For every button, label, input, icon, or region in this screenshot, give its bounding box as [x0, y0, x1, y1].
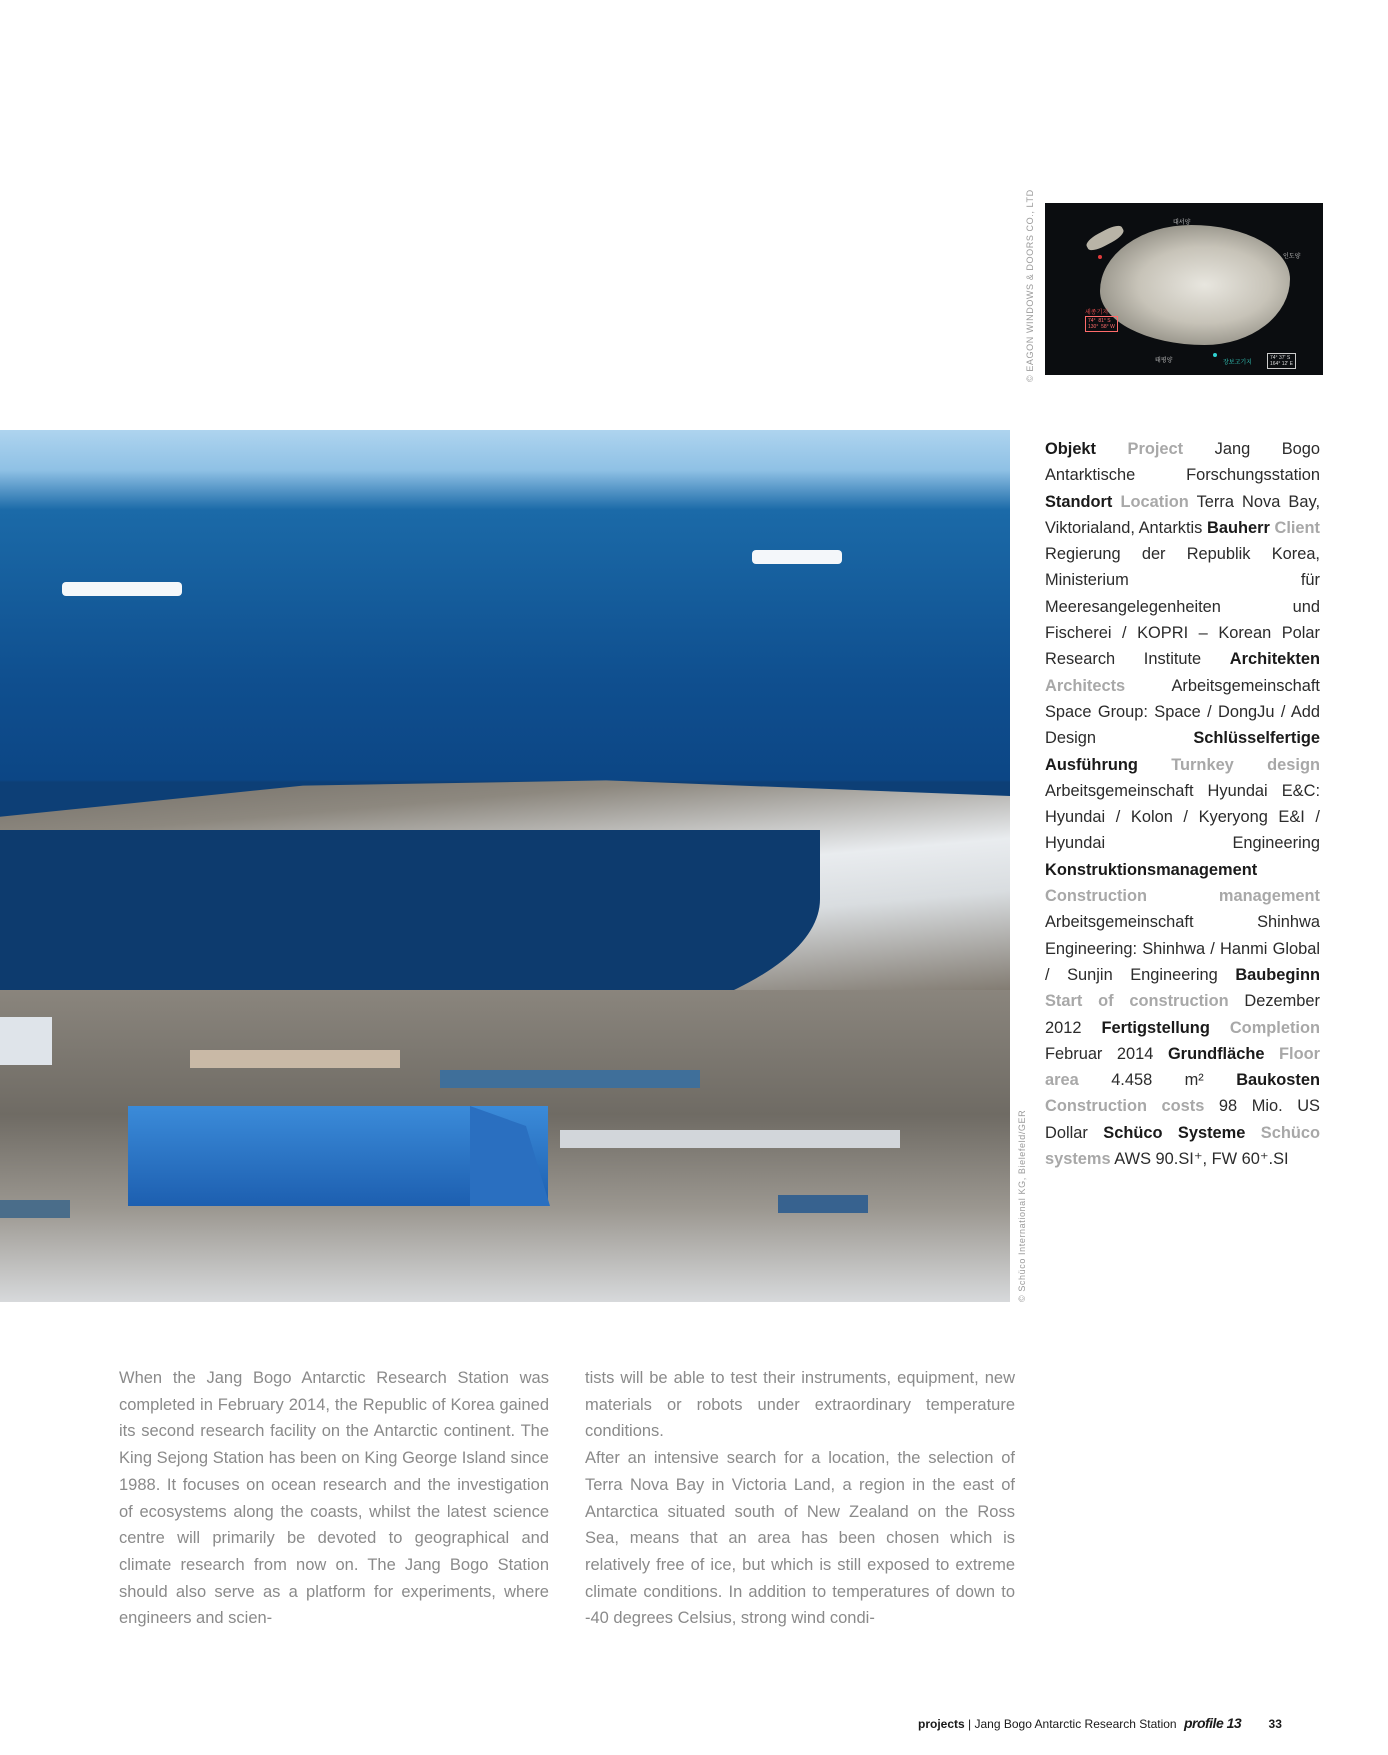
spec-value: Februar 2014: [1045, 1044, 1154, 1063]
spec-key-en: Floor area: [1045, 1044, 1320, 1090]
spec-key-en: Construction costs: [1045, 1097, 1205, 1116]
spec-key-en: Client: [1274, 518, 1321, 537]
container-row: [190, 1050, 400, 1068]
body-column-2: [585, 1365, 1015, 1632]
container-row: [0, 1200, 70, 1218]
container-row: [778, 1195, 868, 1213]
antarctica-landmass: [1100, 225, 1290, 345]
map-label-indian: 인도양: [1283, 254, 1301, 260]
container-row: [440, 1070, 700, 1088]
spec-value: Dezember 2012: [1045, 992, 1320, 1037]
photo-credit: © Schüco International KG, Bielefeld/GER: [1017, 1109, 1027, 1302]
spec-key-de: Schüco Systeme: [1103, 1123, 1246, 1142]
spec-value: Jang Bogo Antarktische Forschungsstation: [1045, 440, 1320, 485]
page-footer: [918, 1715, 1282, 1731]
map-label-pacific: 태평양: [1155, 358, 1173, 364]
spec-key-de: Grundfläche: [1167, 1044, 1265, 1063]
spec-key-en: Architects: [1045, 676, 1126, 695]
body-paragraph: After an intensive search for a location, the selection of Terra Nova Bay in Victoria Land, a region in the east of Antarctica situated south of New Zealand on the Ross Sea, means that an area has been chosen which is relatively free of ice, but which is still exposed to extreme climate conditions. In addition to temperatures of down to -40 degrees Celsius, strong wind condi-: [585, 1449, 1015, 1628]
spec-value: Arbeitsgemeinschaft Hyundai E&C: Hyundai / Kolon / Kyeryong E&I / Hyundai Engineering: [1045, 781, 1320, 853]
spec-value: Regierung der Republik Korea, Ministerium für Meeresangelegenheiten und Fischerei / KOPRI – Korean Polar Research Institute: [1045, 545, 1320, 669]
spec-value: AWS 90.SI⁺, FW 60⁺.SI: [1114, 1150, 1289, 1169]
station-a-marker: [1098, 255, 1102, 259]
iceberg-right: [752, 550, 842, 564]
project-spec: [1045, 436, 1320, 1172]
spec-key-de: Baukosten: [1236, 1071, 1321, 1090]
spec-key-de: Bauherr: [1207, 518, 1270, 537]
spec-key-en: Turnkey design: [1171, 755, 1320, 774]
spec-value: 98 Mio. US Dollar: [1045, 1097, 1320, 1142]
spec-key-de: Baubeginn: [1235, 965, 1320, 984]
spec-key-en: Start of construction: [1045, 992, 1229, 1011]
station-b-coords: 74° 37' S 164° 12' E: [1267, 353, 1296, 369]
spec-value: Arbeitsgemeinschaft Shinhwa Engineering: Shinhwa / Hanmi Global / Sunjin Engineering: [1045, 913, 1320, 984]
station-a-label: 세종기지: [1085, 310, 1109, 316]
spec-key-en: Schüco systems: [1045, 1123, 1320, 1169]
footer-section: projects: [918, 1717, 965, 1731]
spec-key-de: Schlüsselfertige Ausführung: [1045, 729, 1320, 774]
body-column-1: [119, 1365, 549, 1632]
white-hall: [0, 1017, 52, 1065]
spec-key-en: Location: [1120, 492, 1189, 511]
spec-key-de: Standort: [1045, 492, 1113, 511]
antarctica-map: [1045, 203, 1323, 375]
spec-key-en: Completion: [1229, 1018, 1320, 1037]
footer-title: Jang Bogo Antarctic Research Station: [974, 1717, 1177, 1731]
body-paragraph: tists will be able to test their instruments, equipment, new materials or robots under extraordinary temperature conditions.: [585, 1369, 1015, 1441]
spec-value: Terra Nova Bay, Viktorialand, Antarktis: [1045, 492, 1320, 537]
spec-key-de: Konstruktionsmanagement: [1045, 860, 1258, 879]
footer-separator: |: [964, 1717, 975, 1731]
body-paragraph: When the Jang Bogo Antarctic Research Station was completed in February 2014, the Republic of Korea gained its second research facility on the Antarctic continent. The King Sejong Station has been on King George Island since 1988. It focuses on ocean research and the investigation of ecosystems along the coasts, whilst the latest science centre will primarily be devoted to geographical and climate research from now on. The Jang Bogo Station should also serve as a platform for experiments, where engineers and scien-: [119, 1369, 549, 1628]
station-b-marker: [1213, 353, 1217, 357]
spec-key-en: Construction management: [1045, 887, 1320, 906]
spec-key-de: Architekten: [1229, 650, 1320, 669]
spec-key-en: Project: [1127, 440, 1184, 458]
spec-value: Arbeitsgemeinschaft Space Group: Space / DongJu / Add Design: [1045, 676, 1320, 748]
station-a-coords: 74° 81° S 130° 58° W: [1085, 316, 1118, 332]
page-number: 33: [1268, 1717, 1282, 1731]
spec-key-de: Fertigstellung: [1101, 1018, 1210, 1037]
spec-key-de: Objekt: [1045, 440, 1097, 458]
magazine-logo: profile 13: [1183, 1715, 1242, 1731]
iceberg-left: [62, 582, 182, 596]
container-row: [560, 1130, 900, 1148]
map-label-atlantic: 대서양: [1173, 220, 1191, 226]
map-credit: © EAGON WINDOWS & DOORS CO., LTD: [1025, 189, 1035, 382]
station-b-label: 장보고기지: [1223, 360, 1252, 366]
station-photo: [0, 430, 1010, 1302]
spec-value: 4.458 m²: [1111, 1071, 1204, 1090]
